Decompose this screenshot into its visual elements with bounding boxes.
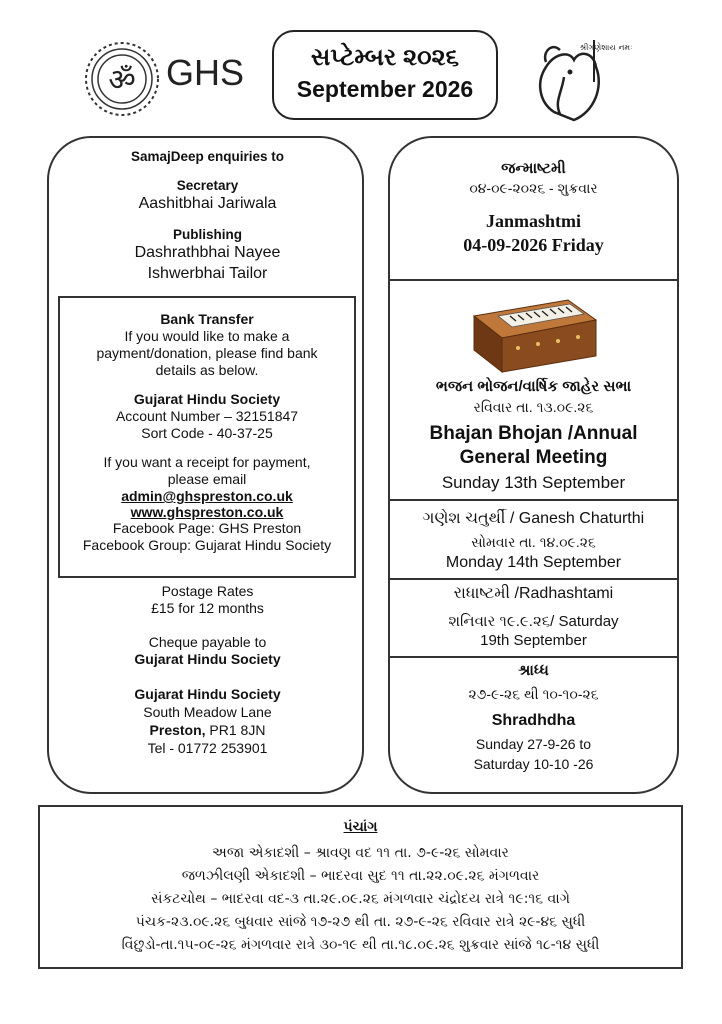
ganesh-caption: શ્રીગણેશાય નમઃ bbox=[579, 43, 633, 52]
address-city bbox=[49, 722, 366, 738]
receipt-line-2: please email bbox=[167, 471, 247, 487]
website-link[interactable]: www.ghspreston.co.uk bbox=[130, 504, 284, 520]
address-postcode: PR1 8JN bbox=[205, 722, 266, 738]
bank-line-2: payment/donation, please find bank bbox=[96, 345, 318, 361]
facebook-group: Facebook Group: Gujarat Hindu Society bbox=[82, 537, 332, 553]
publisher-name-2: Ishwerbhai Tailor bbox=[147, 265, 268, 282]
postage-value: £15 for 12 months bbox=[151, 600, 264, 616]
cheque-org: Gujarat Hindu Society bbox=[134, 651, 281, 667]
janmashtmi-english: Janmashtmi bbox=[485, 211, 581, 231]
shradh-range-gujarati: ૨૭-૯-૨૬ થી ૧૦-૧૦-૨૬ bbox=[468, 686, 599, 702]
cheque-label: Cheque payable to bbox=[148, 634, 267, 650]
bank-line-1: If you would like to make a bbox=[124, 328, 290, 344]
janmashtmi-gujarati: જન્માષ્ટમી bbox=[501, 160, 566, 177]
ganesh-date-english: Monday 14th September bbox=[445, 554, 622, 571]
panchang-title: પંચાંગ bbox=[343, 819, 378, 835]
title-gujarati: સપ્ટેમ્બર ૨૦૨૬ bbox=[310, 44, 460, 71]
address-telephone: Tel - 01772 253901 bbox=[147, 740, 268, 756]
panchang-line: પંચક-૨૩.૦૯.૨૬ બુધવાર સાંજે ૧૭-૨૭ થી તા. ૨૭-૯-૨૬ રવિવાર રાત્રે ૨૯-૪૬ સુધી bbox=[135, 914, 586, 930]
sort-code: Sort Code - 40-37-25 bbox=[141, 425, 273, 441]
bank-transfer-box bbox=[58, 296, 356, 578]
radhashtami-date-2: 19th September bbox=[480, 632, 587, 649]
panchang-line: જળઝીલણી એકાદશી – ભાદરવા સુદ ૧૧ તા.૨૨.૦૯.૨૬ મંગળવાર bbox=[181, 868, 540, 884]
bhajan-gujarati: ભજન ભોજન/વાર્ષિક જાહેર સભા bbox=[435, 378, 632, 395]
logo-text: GHS bbox=[166, 52, 245, 93]
divider bbox=[390, 279, 677, 281]
address-street: South Meadow Lane bbox=[143, 704, 272, 720]
email-link[interactable]: admin@ghspreston.co.uk bbox=[121, 488, 293, 504]
bhajan-date-english: Sunday 13th September bbox=[441, 473, 626, 492]
panchang-box bbox=[38, 805, 683, 969]
ganesh-date-gujarati: સોમવાર તા. ૧૪.૦૯.૨૬ bbox=[471, 534, 596, 550]
title-box bbox=[272, 30, 498, 120]
contact-panel bbox=[47, 136, 364, 794]
enquiries-heading: SamajDeep enquiries to bbox=[130, 149, 285, 164]
shradh-to: Saturday 10-10 -26 bbox=[473, 756, 594, 772]
bhajan-date-gujarati: રવિવાર તા. ૧૩.૦૯.૨૬ bbox=[473, 399, 594, 415]
divider bbox=[390, 578, 677, 580]
shradh-gujarati: શ્રાધ્ધ bbox=[518, 662, 549, 679]
radhashtami-date-1: શનિવાર ૧૯.૯.૨૬/ Saturday bbox=[448, 613, 619, 630]
divider bbox=[390, 656, 677, 658]
janmashtmi-date-english: 04-09-2026 Friday bbox=[463, 235, 604, 255]
ghs-om-logo bbox=[83, 40, 161, 118]
publisher-name-1: Dashrathbhai Nayee bbox=[134, 244, 281, 261]
receipt-line-1: If you want a receipt for payment, bbox=[103, 454, 311, 470]
radhashtami-title: રાધાષ્ટમી /Radhashtami bbox=[453, 585, 614, 602]
facebook-page: Facebook Page: GHS Preston bbox=[112, 520, 302, 536]
postage-label: Postage Rates bbox=[161, 583, 254, 599]
publishing-label: Publishing bbox=[173, 227, 242, 242]
title-english: September 2026 bbox=[296, 76, 474, 102]
bhajan-english-1: Bhajan Bhojan /Annual bbox=[429, 423, 638, 444]
panchang-line: સંકટચોથ – ભાદરવા વદ-૩ તા.૨૯.૦૯.૨૬ મંગળવાર ચંદ્રોદય રાત્રે ૧૯:૧૬ વાગે bbox=[151, 891, 570, 907]
shradh-from: Sunday 27-9-26 to bbox=[475, 736, 592, 752]
harmonium-image bbox=[468, 286, 600, 374]
bank-line-3: details as below. bbox=[155, 362, 259, 378]
shradh-english: Shradhdha bbox=[491, 712, 576, 729]
panchang-line: અજા એકાદશી – શ્રાવણ વદ ૧૧ તા. ૭-૯-૨૬ સોમવાર bbox=[212, 845, 509, 861]
ganesh-chaturthi-title: ગણેશ ચતુર્થી / Ganesh Chaturthi bbox=[422, 510, 645, 527]
secretary-label: Secretary bbox=[176, 178, 239, 193]
bank-title: Bank Transfer bbox=[160, 311, 254, 327]
divider bbox=[390, 499, 677, 501]
logo-om-symbol: ॐ bbox=[108, 63, 136, 98]
events-panel bbox=[388, 136, 679, 794]
panchang-line: વિંછુડો-તા.૧૫-૦૯-૨૬ મંગળવાર રાત્રે ૩૦-૧૯ થી તા.૧૮.૦૯.૨૬ શુક્રવાર સાંજે ૧૮-૧૪ સુધી bbox=[121, 937, 600, 953]
bank-org: Gujarat Hindu Society bbox=[133, 391, 281, 407]
bhajan-english-2: General Meeting bbox=[459, 447, 608, 468]
account-number: Account Number – 32151847 bbox=[115, 408, 299, 424]
address-org: Gujarat Hindu Society bbox=[134, 686, 281, 702]
ganesh-illustration bbox=[524, 32, 633, 128]
address-city-name: Preston, bbox=[149, 722, 206, 738]
janmashtmi-date-gujarati: ૦૪-૦૯-૨૦૨૬ - શુક્રવાર bbox=[469, 180, 598, 196]
secretary-name: Aashitbhai Jariwala bbox=[138, 195, 277, 212]
